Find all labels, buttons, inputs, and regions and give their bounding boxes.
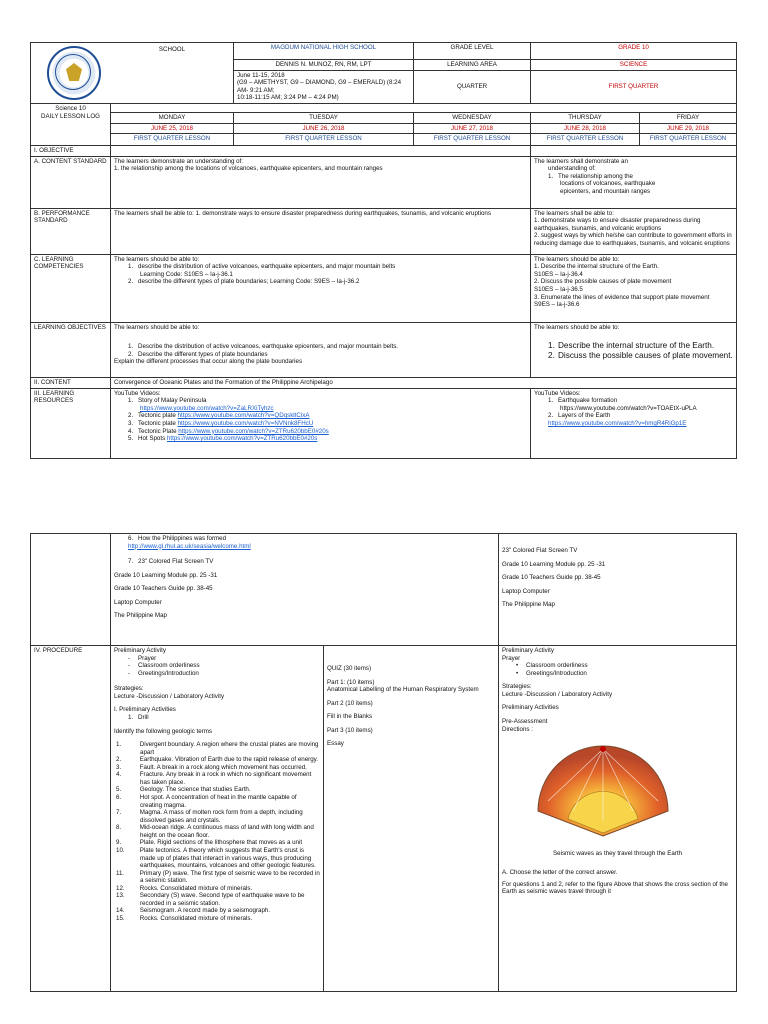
day-tuesday: TUESDAY [234, 113, 414, 124]
lesson-thursday: FIRST QUARTER LESSON [531, 134, 640, 146]
proc-right-title: Preliminary Activity [502, 647, 554, 654]
quiz-essay: Essay [327, 740, 344, 748]
term-text: Hot spot. A concentration of heat in the mantle capable of creating magma. [139, 794, 297, 809]
lesson-log-page-2 [30, 533, 736, 992]
lc-right-line-4: 2. Discuss the possible causes of plate movement [534, 278, 672, 286]
res-num: 2. [128, 412, 134, 420]
term-text: Fracture. Any break in a rock in which no significant movement has taken place. [139, 771, 312, 786]
res-num: 4. [128, 427, 134, 435]
p2-num-7: 7. [128, 558, 134, 566]
lo-right-num-2: 2. [548, 351, 555, 361]
cs-left-line-1: The learners demonstrate an understanding of: [114, 157, 243, 165]
proc-right-prelim: Preliminary Activities [502, 704, 559, 712]
date-tuesday: JUNE 26, 2018 [234, 123, 414, 134]
term-item [116, 884, 320, 893]
term-number: 12. [116, 884, 125, 892]
quarter-label: QUARTER [414, 70, 531, 103]
proc-left-prelim: I. Preliminary Activities [114, 706, 176, 714]
lc-right-line-3: S10ES – Ia-j-36.4 [534, 270, 583, 278]
quiz-title: QUIZ (30 items) [327, 665, 372, 672]
res-link[interactable]: https://www.youtube.com/watch?v=QDqskltCixA [177, 412, 310, 420]
term-number: 9. [116, 839, 122, 847]
proc-left-bullet: Classroom orderliness [138, 662, 200, 670]
term-text: Rocks. Consolidated mixture of minerals. [139, 915, 253, 922]
log-title-line-1: Science 10 [55, 105, 86, 112]
quarter-value: FIRST QUARTER [531, 70, 737, 103]
proc-right-prayer: Prayer [502, 654, 521, 662]
lc-right-line-6: 3. Enumerate the lines of evidence that support plate movement [534, 293, 710, 301]
day-thursday: THURSDAY [531, 113, 640, 124]
proc-left-identify: Identify the following geologic terms [114, 727, 213, 735]
term-item [116, 846, 320, 870]
competencies-right [531, 254, 737, 322]
p2-left-laptop: Laptop Computer [114, 598, 162, 606]
logo-cell [31, 43, 234, 104]
quiz-part1-desc: Anatomical Labelling of the Human Respiratory System [327, 686, 479, 694]
lc-left-line-1: The learners should be able to: [114, 255, 200, 263]
term-number: 2. [116, 756, 122, 764]
grade-label: GRADE LEVEL [414, 43, 531, 60]
res-text: Tectonic plate [138, 412, 176, 420]
cs-right-line-5: epicenters, and mountain ranges [560, 187, 651, 195]
proc-left-drill-num: 1. [128, 713, 134, 721]
term-item [116, 809, 320, 824]
lc-left-line-3: Learning Code: S10ES – Ia-j-36.1 [140, 270, 233, 278]
earth-cross-section-figure [528, 741, 678, 841]
term-text: Secondary (S) wave. Second type of earthquake wave to be recorded in a seismic station. [139, 892, 305, 907]
lesson-log-table-2 [30, 533, 737, 992]
procedure-left: Preliminary Activity - Prayer - Classroom orderliness - Greetings/Introduction Strategies: Lecture -Discussion / Laboratory Activity I. Preliminary Activities 1. Drill Identify the following geologic terms 1. Divergent boundary. A region where the crustal plates are moving apart 2. Earthquake. Vibration of Earth due to the rapid release of energy. 3. Fault. A break in a rock along which movement has occurred. 4. Fracture. Any break in a rock in which no significant movement has taken place. 5. Geology. The science that studies Earth. 6. Hot spot. A concentration of heat in the mantle capable of creating magma. 7. Magma. A mass of molten rock form from a depth, including dissolved gases and crystals. 8. Mid-ocean ridge. A continuous mass of land with long width and height on the ocean floor. 9. Plate. Rigid sections of the lithosphere that moves as a unit 10. Plate tectonics. A theory which suggests that Earth's crust is made up of plates that interact in various ways, thus producing earthquakes, mountains, volcanoes and other geologic features. 11. Primary (P) wave. The first type of seismic wave to be recorded in a seismic station. 12. Rocks. Consolidated mixture of minerals. 13. Secondary (S) wave. Second type of earthquake wave to be recorded in a seismic station. 14. Seismogram. A record made by a seismograph. 15. Rocks. Consolidated mixture of minerals. [111, 646, 324, 992]
proc-right-bullet: Classroom orderliness [526, 662, 588, 670]
res-right-link[interactable]: https://www.youtube.com/watch?v=hmgR4RiGp1E [548, 419, 687, 427]
day-monday: MONDAY [111, 113, 234, 124]
lc-right-line-2: 1. Describe the internal structure of the Earth. [534, 263, 659, 271]
proc-right-strategies: Strategies: [502, 683, 532, 691]
res-num: 1. [128, 397, 134, 405]
proc-left-strategies: Strategies: [114, 685, 144, 693]
proc-right-directions: Directions : [502, 725, 533, 733]
ps-right-line-1: The learners shall be able to: [534, 209, 614, 217]
resources-right [531, 388, 737, 458]
lo-left-line-3: Describe the different types of plate boundaries [138, 350, 268, 358]
terms-list [114, 741, 320, 923]
performance-label: B. PERFORMANCE STANDARD [31, 208, 111, 254]
performance-right [531, 208, 737, 254]
p2-right-guide: Grade 10 Teachers Guide pp. 38-45 [502, 574, 601, 582]
procedure-mid [324, 646, 499, 992]
resources-cont-label [31, 534, 111, 646]
dates-line-2: (G9 – AMETHYST, G9 – DIAMOND, G9 – EMERALD) (8:24 AM- 9:21 AM; [237, 79, 402, 94]
resources-cont-right [499, 534, 737, 646]
p2-left-6-link[interactable]: http://www.gl.rhul.ac.uk/seasia/welcome.html [128, 542, 251, 550]
term-text: Seismogram. A record made by a seismograph. [139, 907, 271, 915]
objective-blank-right [531, 146, 737, 157]
term-item [116, 915, 320, 923]
lc-left-num-1: 1. [128, 263, 134, 271]
lo-right-num-1: 1. [548, 341, 555, 351]
proc-right-bullet: Greetings/Introduction [526, 669, 587, 677]
p2-num-6: 6. [128, 535, 134, 542]
term-number: 10. [116, 846, 125, 854]
res-link[interactable]: https://www.youtube.com/watch?v=ZTRu620bbE0#20s [178, 427, 329, 435]
term-number: 5. [116, 786, 122, 794]
ps-right-line-3: 2. suggest ways by which he/she can contribute to government efforts in reducing damage due to earthquakes, tsunamis, and volcanic eruptions [534, 232, 732, 247]
lc-right-line-1: The learners should be able to: [534, 255, 620, 263]
objectives-label: LEARNING OBJECTIVES [31, 322, 111, 377]
questions-instruction: For questions 1 and 2, refer to the figure Above that shows the cross section of the Earth as seismic waves travel through it [502, 880, 728, 896]
lc-left-line-2: describe the distribution of active volcanoes, earthquake epicenters, and major mountain belts [138, 263, 396, 271]
resources-cont-left [111, 534, 499, 646]
lo-left-line-2: Describe the distribution of active volcanoes, earthquake epicenters, and major mountain belts. [138, 343, 399, 351]
lesson-friday: FIRST QUARTER LESSON [640, 134, 737, 146]
term-item [116, 892, 320, 907]
content-value: Convergence of Oceanic Plates and the Formation of the Philippine Archipelago [111, 377, 737, 388]
objectives-right [531, 322, 737, 377]
term-text: Plate. Rigid sections of the lithosphere that moves as a unit [139, 839, 303, 847]
quiz-part2: Part 2 (10 items) [327, 699, 373, 707]
res-text: Tectonic plate [138, 419, 176, 427]
lesson-log-table [30, 42, 737, 459]
term-item [116, 794, 320, 809]
term-text: Primary (P) wave. The first type of seismic wave to be recorded in a seismic station. [139, 869, 320, 885]
lo-left-line-1: The learners should be able to: [114, 323, 200, 331]
ps-right-line-2: 1. demonstrate ways to ensure disaster preparedness during earthquakes, tsunamis, and volcanic eruptions [534, 217, 701, 232]
date-friday: JUNE 29, 2018 [640, 123, 737, 134]
term-number: 13. [116, 892, 125, 900]
dates-line-3: 10:18-11:15 AM; 3:24 PM – 4:24 PM) [237, 94, 339, 102]
p2-right-laptop: Laptop Computer [502, 587, 550, 595]
lo-left-num-1: 1. [128, 343, 134, 351]
lesson-wednesday: FIRST QUARTER LESSON [414, 134, 531, 146]
lesson-tuesday: FIRST QUARTER LESSON [234, 134, 414, 146]
area-label: LEARNING AREA [414, 60, 531, 71]
p2-right-tv: 23" Colored Flat Screen TV [502, 547, 578, 554]
date-wednesday: JUNE 27, 2018 [414, 123, 531, 134]
procedure-label: IV. PROCEDURE [31, 646, 111, 992]
resources-label: III. LEARNING RESOURCES [31, 388, 111, 458]
p2-left-guide: Grade 10 Teachers Guide pp. 38-45 [114, 585, 213, 593]
resources-right-title: YouTube Videos: [534, 389, 581, 397]
term-text: Magma. A mass of molten rock form from a depth, including dissolved gases and crystals. [139, 809, 303, 824]
lc-right-line-7: S9ES – Ia-j-36.6 [534, 301, 580, 309]
proc-left-bullet: Prayer [138, 654, 157, 662]
deped-seal [34, 44, 114, 102]
deped-seal-icon [47, 46, 101, 100]
objective-blank-left [111, 146, 531, 157]
cs-right-line-1: The learners shall demonstrate an [534, 157, 628, 165]
p2-left-module: Grade 10 Learning Module pp. 25 -31 [114, 571, 218, 579]
term-number: 11. [116, 869, 125, 877]
term-number: 14. [116, 907, 125, 915]
res-link[interactable]: https://www.youtube.com/watch?v=ZaLRXiTyhzc [140, 404, 274, 412]
res-right-num-2: 2. [548, 412, 554, 420]
term-number: 1. [116, 741, 122, 749]
proc-left-lecture: Lecture -Discussion / Laboratory Activity [114, 692, 225, 700]
day-wednesday: WEDNESDAY [414, 113, 531, 124]
cs-right-line-4: locations of volcanoes, earthquake [560, 180, 656, 188]
term-number: 4. [116, 771, 122, 779]
cs-right-num: 1. [548, 172, 554, 180]
res-link[interactable]: https://www.youtube.com/watch?v=NVNnk8FHcU [177, 419, 314, 427]
quiz-part1: Part 1: (10 items) [327, 678, 375, 686]
dates-line-1: June 11-15, 2018 [237, 71, 285, 79]
cs-right-line-3: The relationship among the [558, 172, 633, 180]
day-friday: FRIDAY [640, 113, 737, 124]
dates-value [234, 70, 414, 103]
resources-left [111, 388, 531, 458]
term-item [116, 869, 320, 885]
date-thursday: JUNE 28, 2018 [531, 123, 640, 134]
term-text: Fault. A break in a rock along which movement has occurred. [139, 763, 307, 771]
term-text: Mid-ocean ridge. A continuous mass of land with long width and height on the ocean floor. [139, 824, 314, 839]
epicenter-marker [600, 746, 606, 752]
res-num: 3. [128, 419, 134, 427]
p2-left-6: How the Philippines was formed [138, 535, 227, 542]
term-number: 3. [116, 763, 122, 771]
term-text: Plate tectonics. A theory which suggests that Earth's crust is made up of plates that interact in various ways, thus producing earthquakes, mountains, volcanoes and other geologic features. [139, 846, 316, 870]
term-number: 8. [116, 824, 122, 832]
res-right-line-2: https://www.youtube.com/watch?v=TOAEtX-uPLA [560, 404, 697, 412]
term-item [116, 839, 320, 847]
res-text: Tectonic Plate [138, 427, 177, 435]
res-num: 5. [128, 435, 134, 443]
spacer-row [111, 104, 737, 113]
cs-left-line-2: 1. the relationship among the locations of volcanoes, earthquake epicenters, and mountain ranges [114, 165, 383, 173]
res-text: Hot Spots [138, 435, 166, 443]
res-right-line-1: Earthquake formation [558, 397, 618, 405]
content-standard-label: A. CONTENT STANDARD [31, 156, 111, 208]
term-text: Rocks. Consolidated mixture of minerals. [139, 884, 253, 892]
res-text: Story of Malay Peninsula [138, 397, 207, 405]
res-right-num-1: 1. [548, 397, 554, 405]
term-item [116, 741, 320, 756]
term-text: Earthquake. Vibration of Earth due to the rapid release of energy. [139, 756, 319, 764]
p2-right-module: Grade 10 Learning Module pp. 25 -31 [502, 560, 606, 568]
term-item [116, 824, 320, 839]
p2-left-7: 23" Colored Flat Screen TV [138, 558, 214, 566]
lo-right-line-3: Discuss the possible causes of plate movement. [558, 351, 733, 361]
term-item [116, 907, 320, 915]
quiz-part3: Part 3 (10 items) [327, 726, 373, 734]
cs-right-line-2: understanding of: [548, 165, 596, 173]
term-text: Geology. The science that studies Earth. [139, 786, 251, 794]
res-link[interactable]: https://www.youtube.com/watch?v=ZTRu620bbE0#20s [166, 435, 318, 443]
log-title-line-2: DAILY LESSON LOG [41, 112, 100, 120]
lc-left-line-4: describe the different types of plate boundaries; Learning Code: S9ES – Ia-j-36.2 [138, 278, 360, 286]
objectives-left [111, 322, 531, 377]
res-right-line-3: Layers of the Earth [558, 412, 611, 420]
lesson-log-page-1 [30, 42, 736, 459]
competencies-left [111, 254, 531, 322]
quiz-fill: Fill in the Blanks [327, 713, 373, 721]
procedure-right: Preliminary Activity Prayer • Classroom orderliness • Greetings/Introduction Strategies: Lecture -Discussion / Laboratory Activity Preliminary Activities Pre-Assessment Directions : Seismic waves as they travel through the Earth A. Choose the letter of the correct answer. For questions 1 and 2, refer to the figure Above that shows the cross section of the Earth as seismic waves travel through it [499, 646, 737, 992]
figure-caption: Seismic waves as they travel through the Earth [553, 849, 682, 857]
resources-left-title: YouTube Videos: [114, 389, 161, 397]
term-number: 15. [116, 915, 125, 922]
date-monday: JUNE 25, 2018 [111, 123, 234, 134]
lo-right-line-2: Describe the internal structure of the Earth. [558, 341, 715, 351]
school-value: MAGDUM NATIONAL HIGH SCHOOL [234, 43, 414, 60]
term-number: 7. [116, 809, 122, 817]
performance-left: The learners shall be able to: 1. demonstrate ways to ensure disaster preparedness during earthquakes, tsunamis, and volcanic eruptions [111, 208, 531, 254]
choose-instruction: A. Choose the letter of the correct answer. [502, 869, 618, 877]
lo-right-line-1: The learners should be able to: [534, 323, 620, 331]
objective-heading: I. OBJECTIVE [31, 146, 111, 157]
log-title [31, 104, 111, 146]
lc-left-num-2: 2. [128, 278, 134, 286]
proc-left-title: Preliminary Activity [114, 647, 166, 654]
lo-left-num-2: 2. [128, 350, 134, 358]
content-standard-right [531, 156, 737, 208]
proc-right-lecture: Lecture -Discussion / Laboratory Activity [502, 690, 613, 698]
proc-left-drill: Drill [138, 713, 149, 721]
proc-right-pre: Pre-Assessment [502, 717, 548, 725]
content-label: II. CONTENT [31, 377, 111, 388]
teacher-value: DENNIS N. MUNOZ, RN, RM, LPT [234, 60, 414, 71]
lesson-monday: FIRST QUARTER LESSON [111, 134, 234, 146]
competencies-label: C. LEARNING COMPETENCIES [31, 254, 111, 322]
lo-left-line-4: Explain the different processes that occur along the plate boundaries [114, 358, 303, 366]
term-item [116, 756, 320, 764]
p2-left-map: The Philippine Map [114, 612, 167, 620]
grade-value: GRADE 10 [531, 43, 737, 60]
term-number: 6. [116, 794, 122, 801]
school-label: SCHOOL [158, 46, 186, 53]
term-item [116, 763, 320, 772]
content-standard-left [111, 156, 531, 208]
term-item [116, 786, 320, 794]
p2-right-map: The Philippine Map [502, 601, 555, 609]
area-value: SCIENCE [531, 60, 737, 71]
lc-right-line-5: S10ES – Ia-j-36.5 [534, 285, 583, 293]
term-item [116, 771, 320, 786]
proc-left-bullet: Greetings/Introduction [138, 669, 199, 677]
term-text: Divergent boundary. A region where the crustal plates are moving apart [139, 741, 319, 756]
